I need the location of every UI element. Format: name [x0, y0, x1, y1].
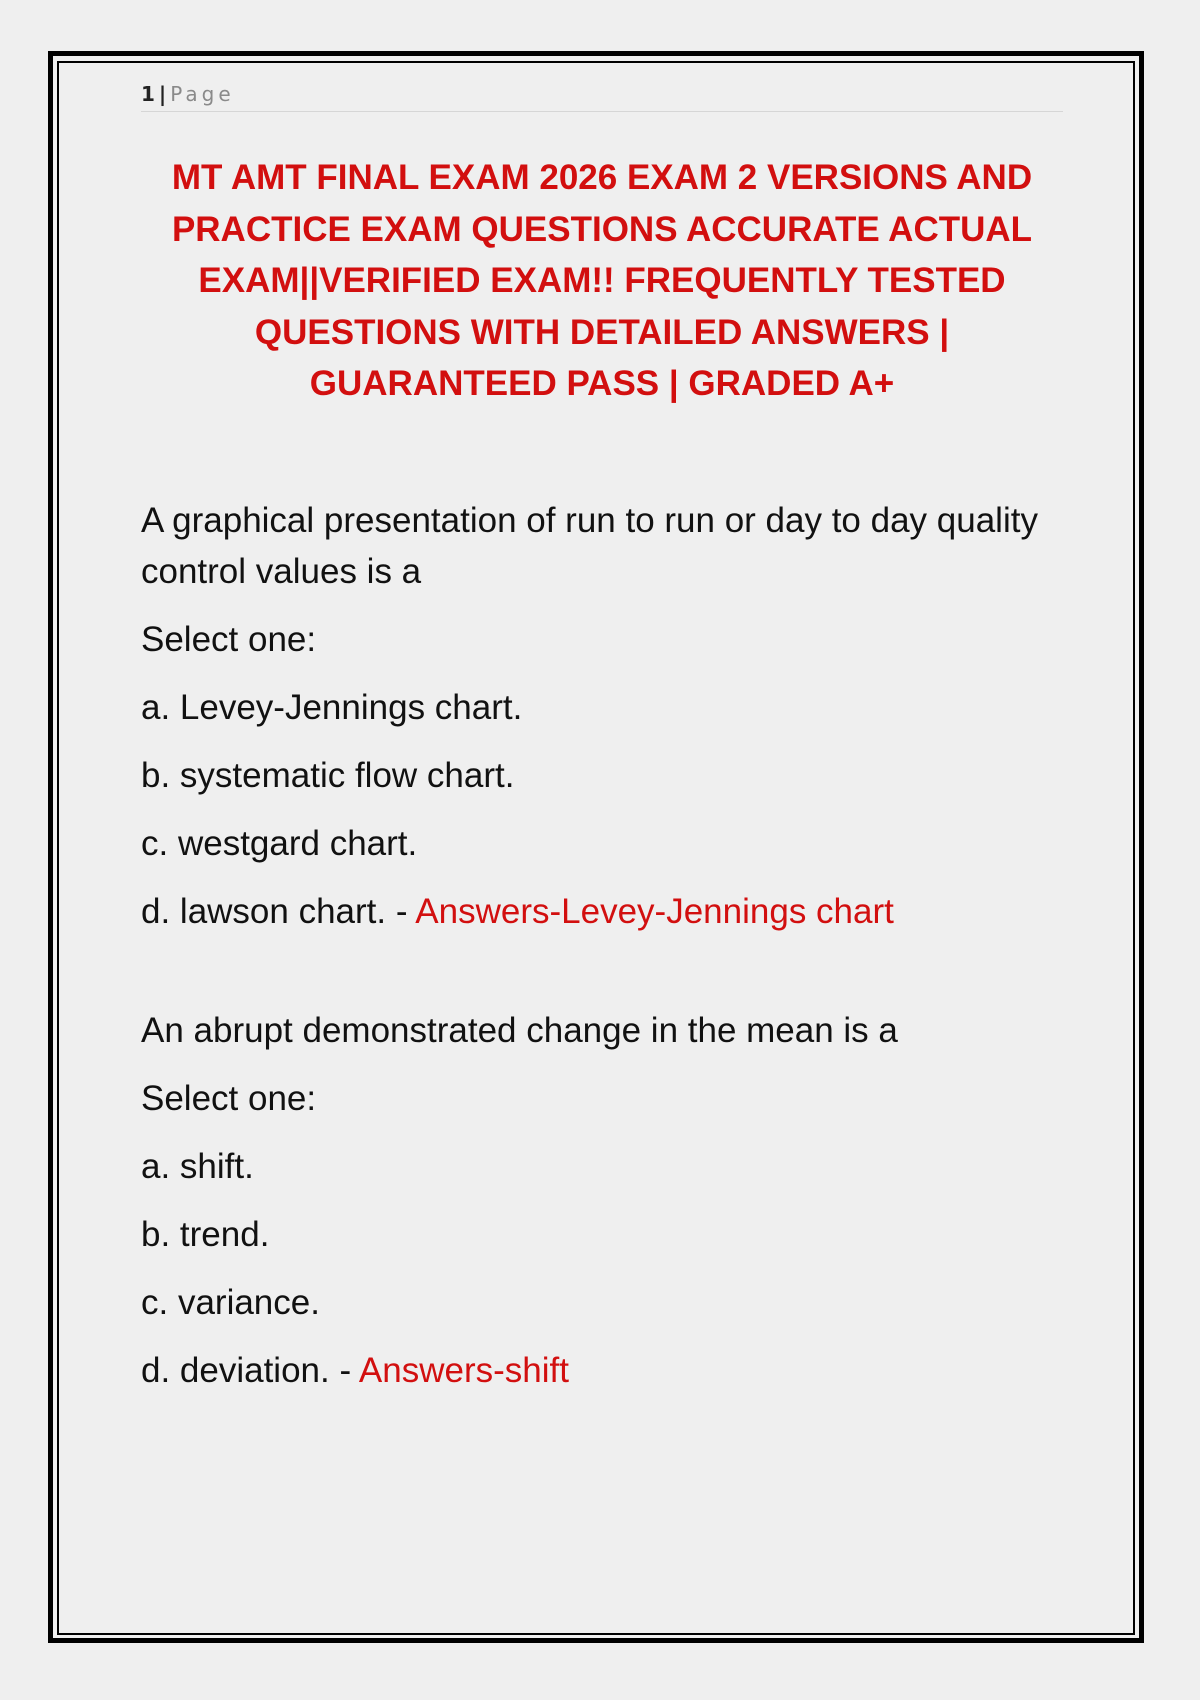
page-separator: | [158, 82, 167, 106]
answer-text: Answers-shift [358, 1351, 569, 1390]
option-item-with-answer [141, 1345, 1071, 1396]
question-block [141, 1005, 1071, 1396]
question-prompt: Select one: [141, 1079, 317, 1118]
option-item: c. westgard chart. [141, 824, 418, 863]
option-item: c. variance. [141, 1283, 320, 1322]
option-item: a. shift. [141, 1147, 254, 1186]
question-block [141, 495, 1071, 937]
question-prompt: Select one: [141, 620, 317, 659]
page-label: Page [170, 82, 235, 106]
option-item: b. systematic flow chart. [141, 756, 515, 795]
question-text: A graphical presentation of run to run or day to day quality control values is a [141, 501, 1038, 591]
option-item-with-answer [141, 886, 1071, 937]
question-text: An abrupt demonstrated change in the mean is a [141, 1011, 898, 1050]
page-header [141, 80, 1063, 112]
option-text: d. deviation. - [141, 1351, 359, 1390]
answer-text: Answers-Levey-Jennings chart [415, 892, 894, 931]
option-text: d. lawson chart. - [141, 892, 416, 931]
page-number: 1 [141, 82, 155, 106]
option-item: a. Levey-Jennings chart. [141, 688, 523, 727]
question-list [141, 495, 1071, 1396]
option-item: b. trend. [141, 1215, 270, 1254]
document-title: MT AMT FINAL EXAM 2026 EXAM 2 VERSIONS AND PRACTICE EXAM QUESTIONS ACCURATE ACTUAL EXAM||VERIFIED EXAM!! FREQUENTLY TESTED QUESTIONS WITH DETAILED ANSWERS | GUARANTEED PASS | GRADED A+ [171, 158, 1033, 403]
block-spacer [141, 937, 1071, 1005]
